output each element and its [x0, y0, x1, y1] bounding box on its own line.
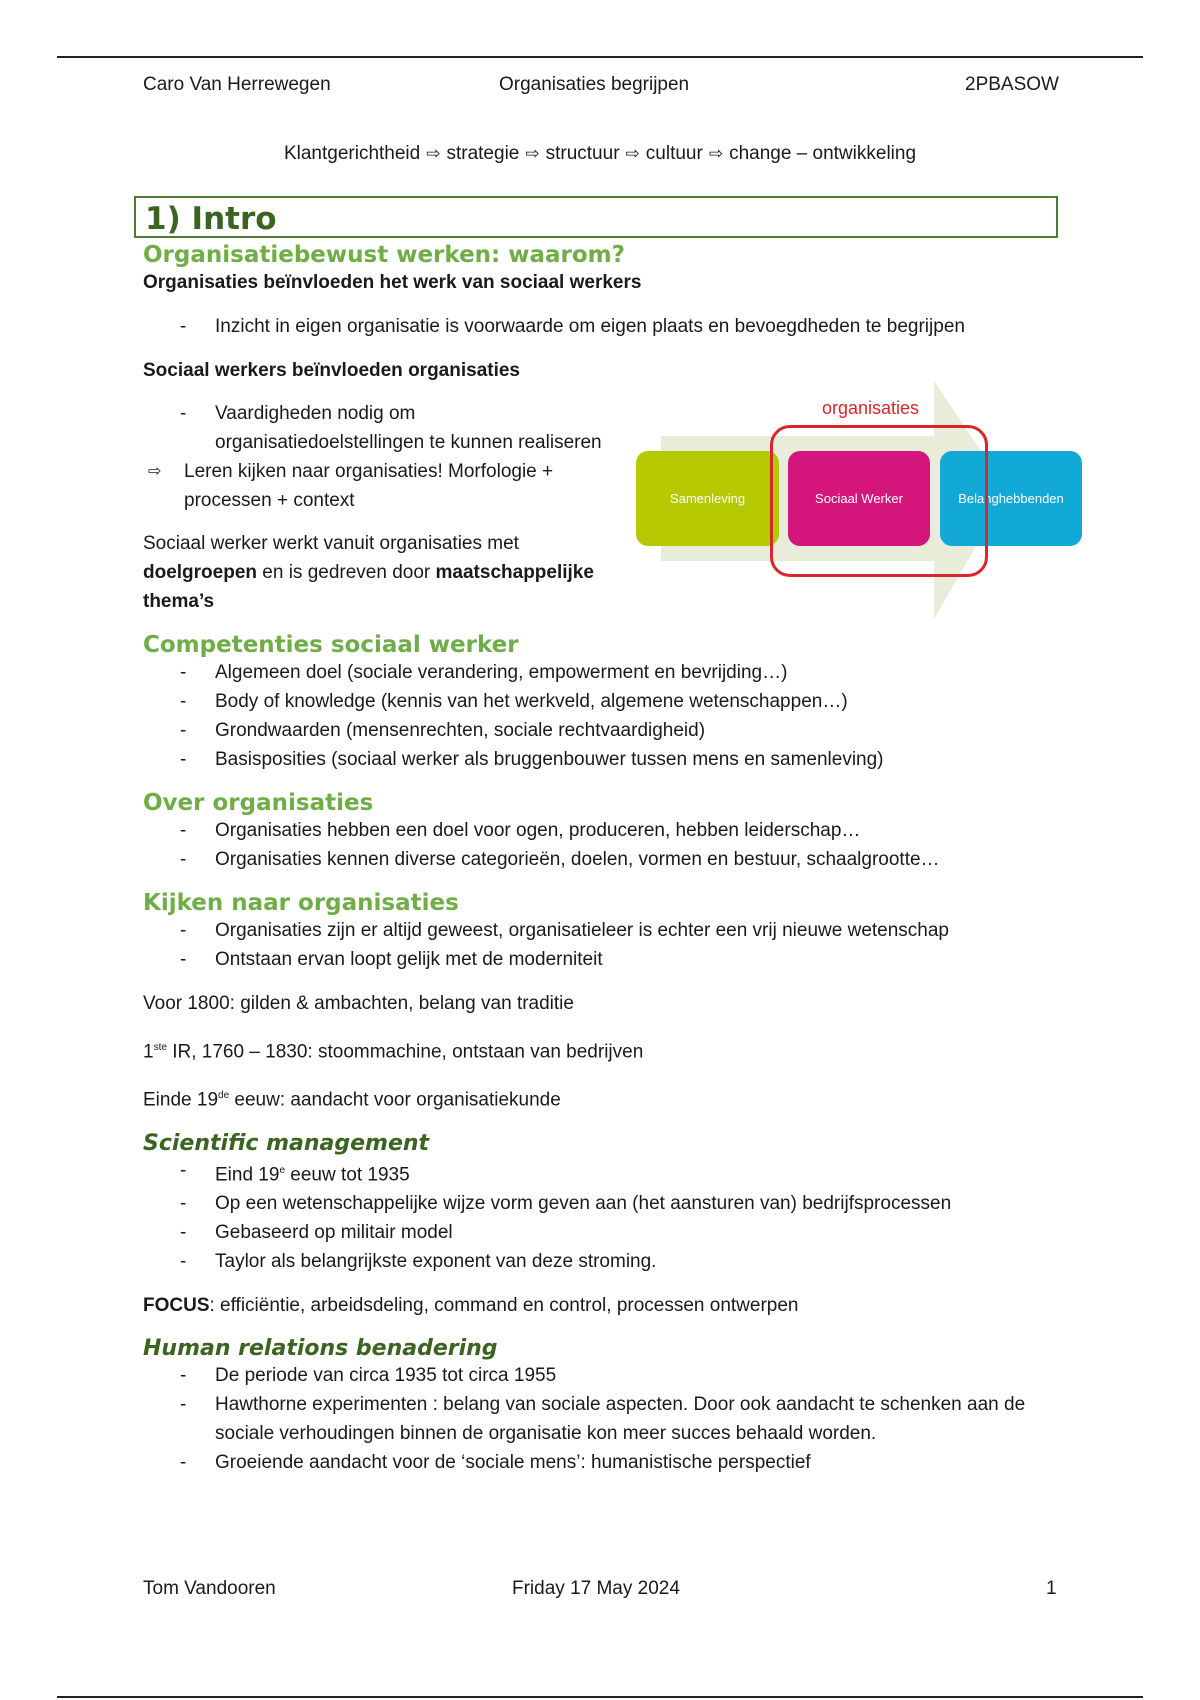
list-item: - Gebaseerd op militair model: [143, 1218, 1073, 1247]
list-item: - Organisaties hebben een doel voor ogen, produceren, hebben leiderschap…: [143, 816, 1073, 845]
list-item: - Basisposities (sociaal werker als bruggenbouwer tussen mens en samenleving): [143, 745, 1073, 774]
intro-heading: 1) Intro: [134, 196, 1058, 238]
why-heading: Organisatiebewust werken: waarom?: [143, 242, 625, 268]
list-item: - De periode van circa 1935 tot circa 1955: [143, 1361, 1073, 1390]
about-heading: Over organisaties: [143, 790, 374, 816]
list-item: - Groeiende aandacht voor de ‘sociale mens’: humanistische perspectief: [143, 1448, 1073, 1477]
footer-author: Tom Vandooren: [143, 1578, 276, 1599]
why-subheading-2: Sociaal werkers beïnvloeden organisaties: [143, 360, 520, 381]
looking-heading: Kijken naar organisaties: [143, 890, 459, 916]
about-list: [143, 816, 1073, 874]
why-list-2: [143, 399, 615, 457]
header-author: Caro Van Herrewegen: [143, 74, 331, 95]
flow-item: cultuur: [645, 143, 703, 164]
list-item: - Inzicht in eigen organisatie is voorwaarde om eigen plaats en bevoegdheden te begrijpen: [143, 312, 1073, 341]
scientific-list: [143, 1156, 1073, 1276]
list-item: - Hawthorne experimenten : belang van sociale aspecten. Door ook aandacht te schenken aan de sociale verhoudingen binnen de organisatie kon meer succes behaald worden.: [143, 1390, 1073, 1448]
list-item: - Eind 19e eeuw tot 1935: [143, 1156, 1073, 1189]
arrow-icon: ⇨: [708, 144, 724, 163]
competences-list: [143, 658, 1073, 774]
list-item: - Op een wetenschappelijke wijze vorm geven aan (het aansturen van) bedrijfsprocessen: [143, 1189, 1073, 1218]
why-subheading-1: Organisaties beïnvloeden het werk van sociaal werkers: [143, 272, 642, 293]
list-item: - Body of knowledge (kennis van het werkveld, algemene wetenschappen…): [143, 687, 1073, 716]
human-list: [143, 1361, 1073, 1477]
organisation-diagram: [636, 381, 1086, 619]
implication-line: ⇨ Leren kijken naar organisaties! Morfologie + processen + context: [143, 457, 615, 515]
scientific-heading: Scientific management: [143, 1130, 430, 1156]
topic-flow: [0, 143, 1200, 165]
list-item: - Taylor als belangrijkste exponent van deze stroming.: [143, 1247, 1073, 1276]
list-item: - Ontstaan ervan loopt gelijk met de moderniteit: [143, 945, 1073, 974]
arrow-icon: ⇨: [426, 144, 441, 163]
diagram-label: organisaties: [822, 398, 920, 418]
why-paragraph: Sociaal werker werkt vanuit organisaties met doelgroepen en is gedreven door maatschappelijke thema’s: [143, 533, 594, 612]
list-item: - Vaardigheden nodig om organisatiedoelstellingen te kunnen realiseren: [143, 399, 615, 457]
box-belanghebbenden: Belanghebbenden: [940, 451, 1082, 546]
arrow-icon: ⇨: [148, 463, 162, 480]
history-line-2: 1ste IR, 1760 – 1830: stoommachine, ontstaan van bedrijven: [143, 1041, 644, 1063]
list-item: - Organisaties zijn er altijd geweest, organisatieleer is echter een vrij nieuwe wetenschap: [143, 916, 1073, 945]
list-item: - Grondwaarden (mensenrechten, sociale rechtvaardigheid): [143, 716, 1073, 745]
footer-rule: [57, 1696, 1143, 1698]
arrow-icon: ⇨: [525, 144, 540, 163]
footer-date: Friday 17 May 2024: [512, 1578, 680, 1599]
history-line-3: Einde 19de eeuw: aandacht voor organisatiekunde: [143, 1089, 561, 1111]
list-item: - Organisaties kennen diverse categorieën, doelen, vormen en bestuur, schaalgrootte…: [143, 845, 1073, 874]
header-rule: [57, 56, 1143, 58]
page-number: 1: [1046, 1578, 1057, 1599]
flow-item: Klantgerichtheid: [283, 143, 421, 164]
box-samenleving: Samenleving: [636, 451, 779, 546]
flow-item: structuur: [545, 143, 620, 164]
looking-list: [143, 916, 1073, 974]
highlight-frame: [770, 425, 988, 577]
arrow-icon: ⇨: [625, 144, 640, 163]
box-sociaal-werker: Sociaal Werker: [788, 451, 930, 546]
header-class: 2PBASOW: [965, 74, 1059, 95]
flow-item: change – ontwikkeling: [729, 143, 917, 164]
list-item: - Algemeen doel (sociale verandering, empowerment en bevrijding…): [143, 658, 1073, 687]
competences-heading: Competenties sociaal werker: [143, 632, 519, 658]
human-heading: Human relations benadering: [143, 1335, 498, 1361]
focus-line: FOCUS: efficiëntie, arbeidsdeling, command en control, processen ontwerpen: [143, 1294, 799, 1316]
why-list-1: [143, 312, 1073, 341]
flow-item: strategie: [446, 143, 520, 164]
header-title: Organisaties begrijpen: [499, 74, 690, 95]
history-line-1: Voor 1800: gilden & ambachten, belang van traditie: [143, 993, 574, 1014]
